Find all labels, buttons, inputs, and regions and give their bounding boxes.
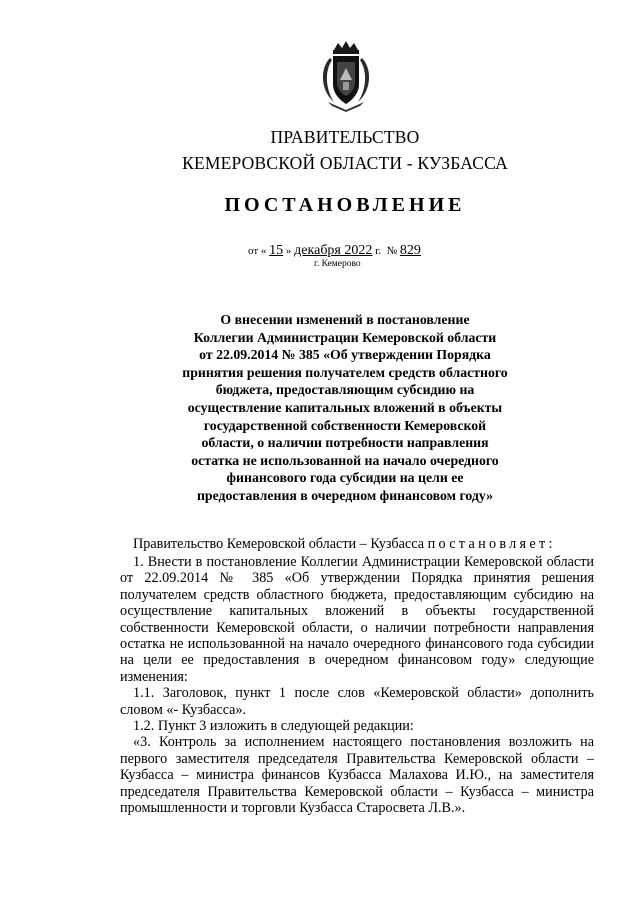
title-line: финансового года субсидии на цели ее [226,470,464,486]
government-name-line1: ПРАВИТЕЛЬСТВО [270,127,420,147]
title-line: области, о наличии потребности направления [201,435,489,451]
title-line: Коллегии Администрации Кемеровской области [193,329,497,345]
paragraph-3-quote: «3. Контроль за исполнением настоящего постановления возложить на первого заместителя председателя Правительства Кемеровской области – Кузбасса – министра финансов Кузбасса Малахова И.Ю., на заместителя председателя Правительства Кемеровской области – Кузбасса – министра промышленности и торговли Кузбасса Старосвета Л.В.». [120,734,594,817]
coat-of-arms-emblem [316,40,376,112]
date-suffix: г. [375,245,382,257]
lead-spaced-verb: постановляет: [427,536,556,552]
date-day: 15 [269,243,284,258]
title-line: принятия решения получателем средств областного [182,364,508,380]
title-line: бюджета, предоставляющим субсидию на [215,382,475,398]
title-line: предоставления в очередном финансовом году» [196,487,494,503]
title-line: О внесении изменений в постановление [220,312,470,327]
date-prefix: от « [248,245,267,257]
document-type-heading: ПОСТАНОВЛЕНИЕ [224,194,466,216]
city-label: г. Кемерово [314,259,361,269]
title-line: осуществление капитальных вложений в объекты [187,399,503,415]
number-label: № [386,245,398,257]
paragraph-1-1: 1.1. Заголовок, пункт 1 после слов «Кемеровской области» дополнить словом «- Кузбасса». [120,685,594,718]
document-number: 829 [399,243,421,258]
body-text [120,554,594,817]
title-line: государственной собственности Кемеровской [203,417,487,433]
paragraph-1-2: 1.2. Пункт 3 изложить в следующей редакции: [133,718,414,735]
title-line: от 22.09.2014 № 385 «Об утверждении Порядка [199,347,491,363]
date-mid: » [285,245,292,257]
date-month-year: декабря 2022 [294,243,373,258]
document-title [160,311,530,505]
government-name-line2: КЕМЕРОВСКОЙ ОБЛАСТИ - КУЗБАССА [182,153,508,173]
lead-text: Правительство Кемеровской области – Кузбасса [133,536,425,552]
title-line: остатка не использованной на начало очередного [191,452,499,468]
resolution-lead [133,536,556,553]
date-number-line [248,243,421,259]
paragraph-1: 1. Внести в постановление Коллегии Администрации Кемеровской области от 22.09.2014 № 385 «Об утверждении Порядка принятия решения получателем средств областного бюджета, предоставляющим субсидию на осуществление капитальных вложений в объекты государственной собственности Кемеровской области, о наличии потребности направления остатка не использованной на начало очередного финансового года субсидии на цели ее предоставления в очередном финансовом году» следующие изменения: [120,554,594,685]
